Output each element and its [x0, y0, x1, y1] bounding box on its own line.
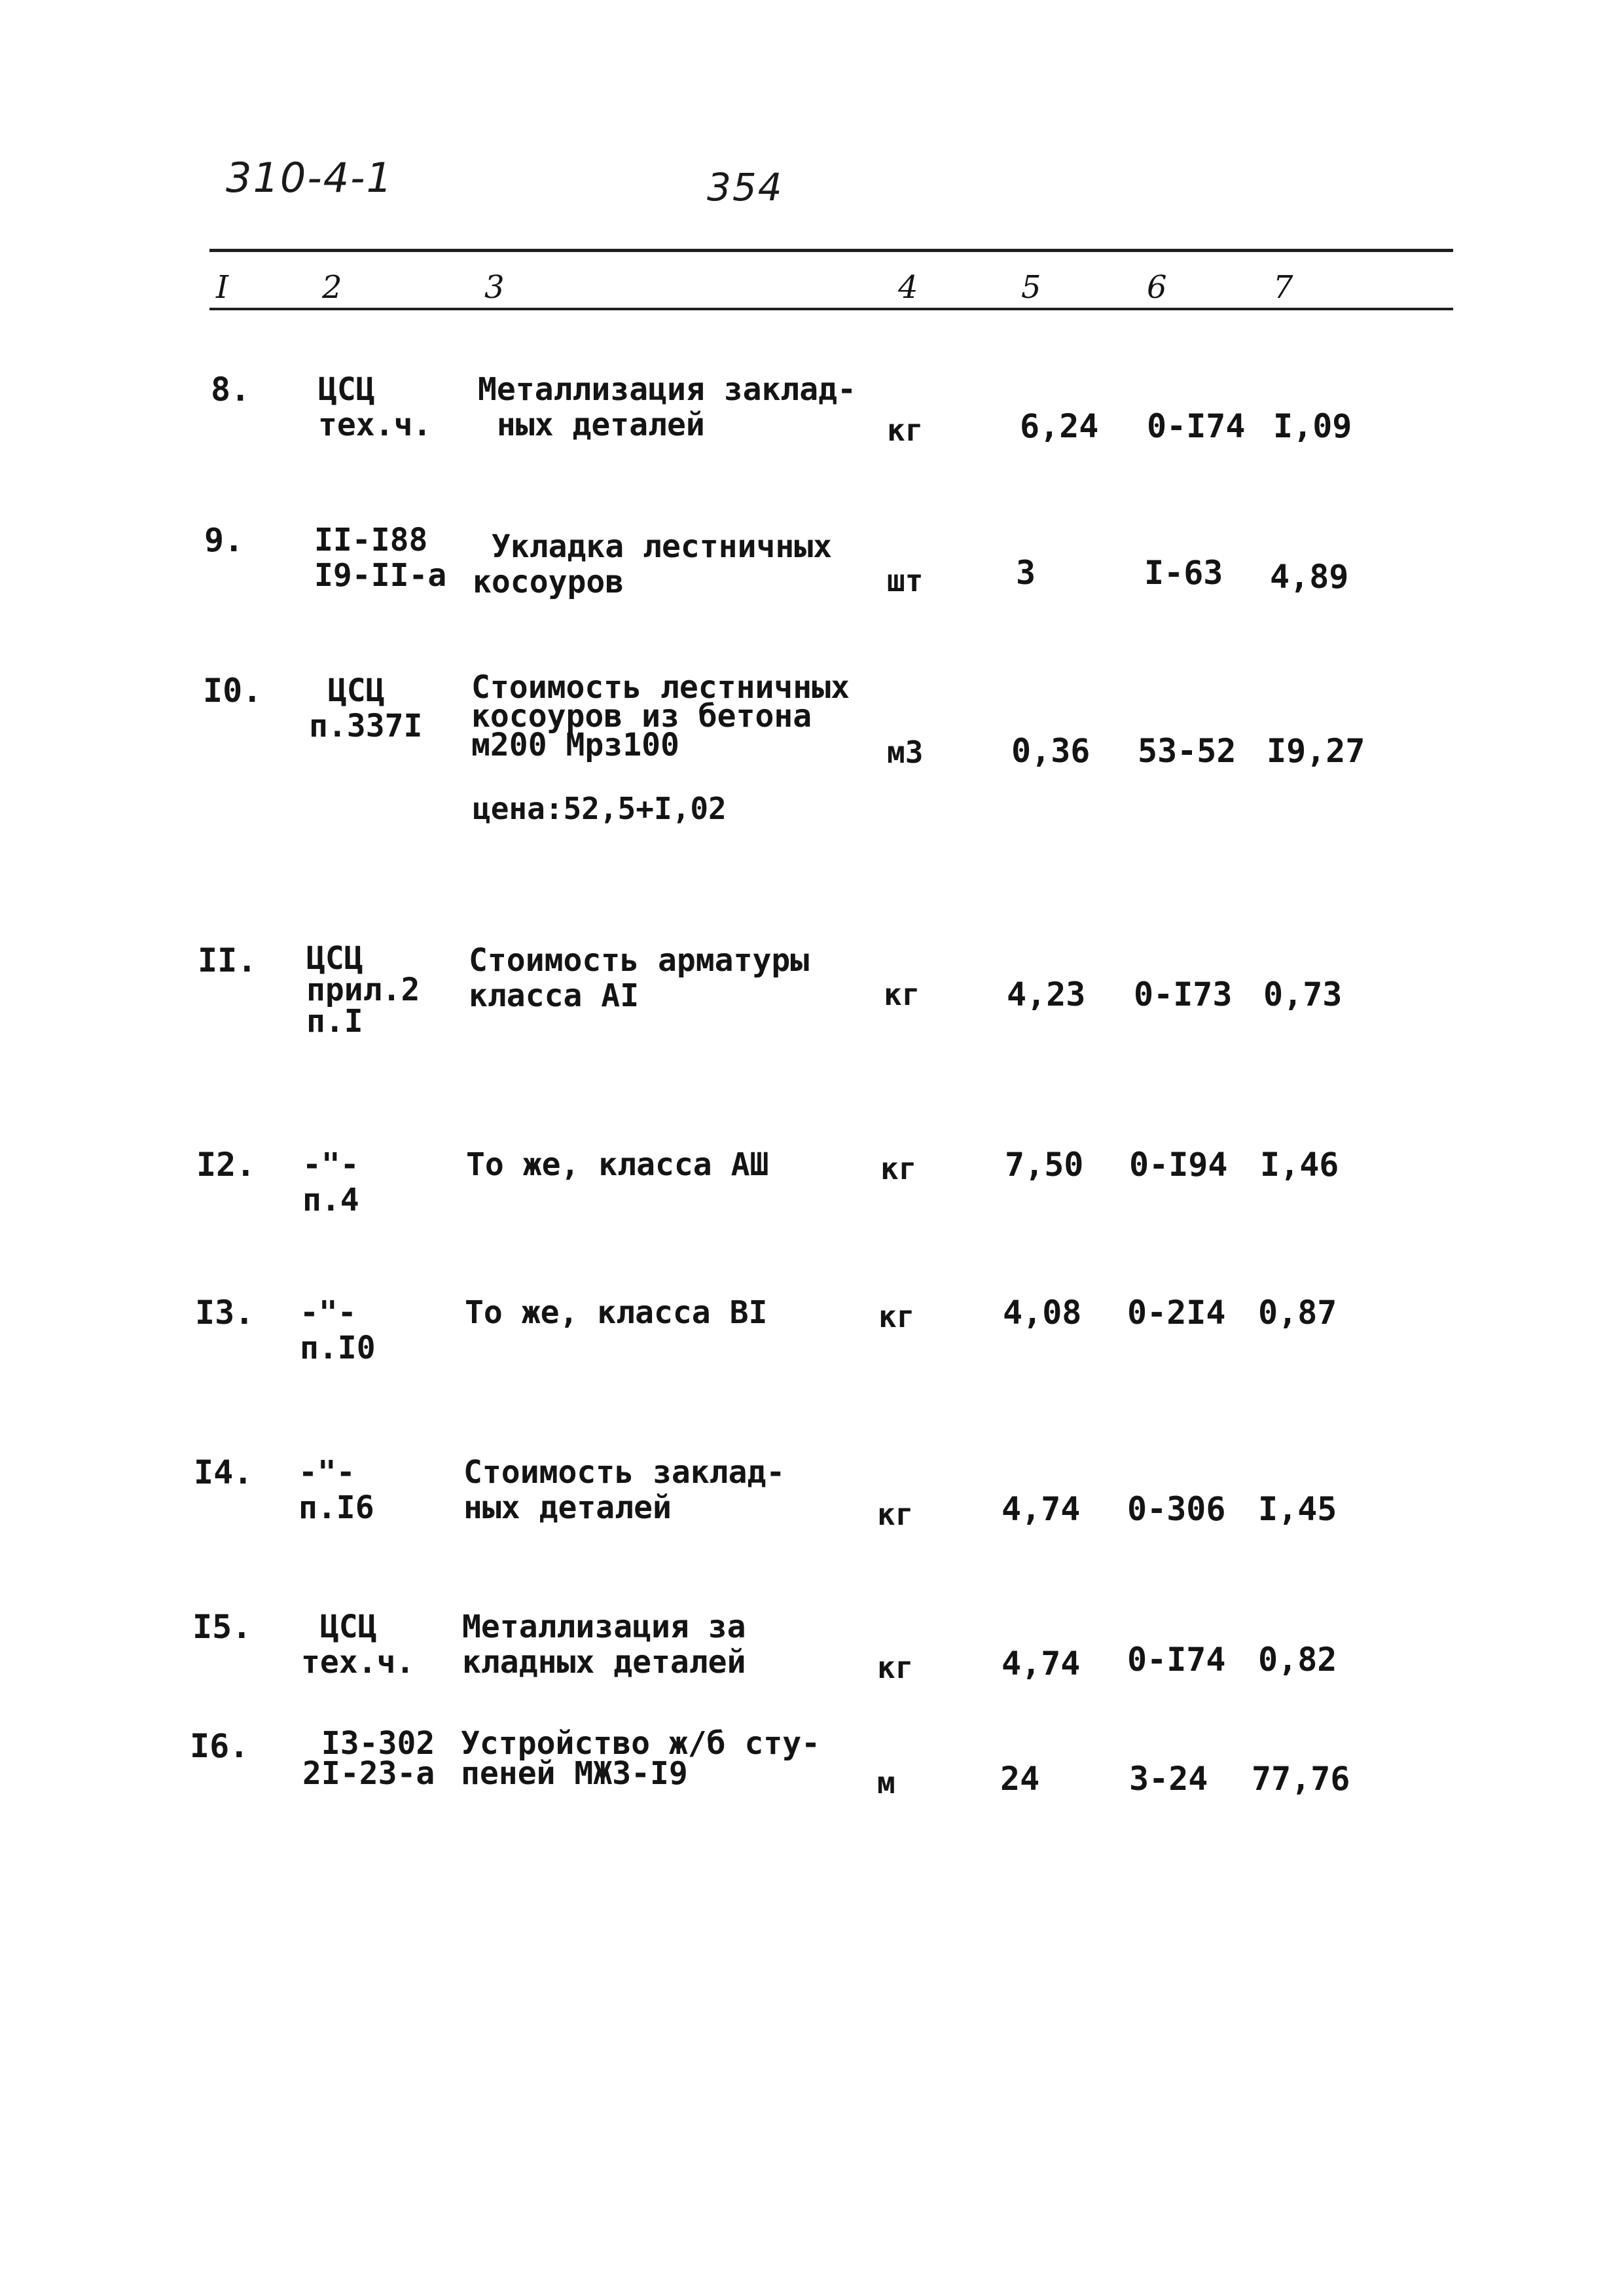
column-header-6: 6 — [1147, 269, 1167, 306]
row-unit: м3 — [887, 735, 924, 770]
row-total: 0,82 — [1258, 1641, 1337, 1679]
row-description: Стоимость заклад- ных деталей — [463, 1454, 785, 1526]
row-number: I0. — [203, 672, 262, 710]
row-description: Металлизация за кладных деталей — [462, 1609, 746, 1681]
row-description: Металлизация заклад- ных деталей — [478, 371, 856, 443]
row-reference: ЦСЦ тех.ч. — [301, 1609, 415, 1681]
row-quantity: 6,24 — [1020, 407, 1099, 445]
row-unit: кг — [887, 412, 924, 448]
row-quantity: 24 — [1000, 1760, 1040, 1798]
column-header-7: 7 — [1273, 269, 1293, 306]
row-description: Укладка лестничных косоуров — [473, 528, 833, 600]
header-rule-bottom — [209, 308, 1453, 310]
row-description: Стоимость лестничных косоуров из бетона м200 Мрз100 — [471, 669, 850, 763]
row-unit-price: 53-52 — [1138, 732, 1236, 770]
row-total: I,45 — [1258, 1490, 1337, 1528]
row-unit: м — [877, 1765, 895, 1800]
row-unit: кг — [884, 977, 920, 1012]
row-total: 0,73 — [1263, 975, 1343, 1013]
row-number: 9. — [204, 521, 244, 559]
row-quantity: 4,08 — [1003, 1294, 1082, 1332]
row-description: Стоимость арматуры класса AI — [469, 942, 810, 1014]
row-reference: ЦСЦ тех.ч. — [318, 371, 432, 443]
row-total: 77,76 — [1252, 1760, 1350, 1798]
row-unit-price: I-63 — [1144, 554, 1223, 592]
row-total: I,09 — [1273, 407, 1352, 445]
row-description: То же, класса АШ — [466, 1146, 769, 1183]
row-description: То же, класса BI — [465, 1294, 768, 1331]
row-reference: II-I88 I9-II-а — [314, 522, 447, 594]
row-number: I6. — [190, 1727, 249, 1765]
row-reference: ЦСЦ п.337I — [309, 672, 423, 744]
row-quantity: 4,74 — [1001, 1645, 1081, 1683]
row-quantity: 7,50 — [1005, 1146, 1084, 1184]
row-unit-price: 3-24 — [1129, 1760, 1208, 1798]
row-quantity: 4,23 — [1007, 975, 1086, 1013]
row-unit: кг — [878, 1299, 915, 1334]
row-unit-price: 0-2I4 — [1127, 1294, 1226, 1332]
row-number: 8. — [211, 371, 251, 409]
row-number: I4. — [194, 1453, 253, 1491]
column-header-2: 2 — [322, 269, 342, 306]
row-unit: кг — [880, 1151, 917, 1186]
row-unit-price: 0-306 — [1127, 1490, 1226, 1528]
row-unit-price: 0-I74 — [1127, 1641, 1226, 1679]
row-unit: кг — [877, 1650, 914, 1685]
doc-code: 310-4-1 — [226, 154, 393, 202]
row-number: I5. — [192, 1608, 252, 1646]
column-header-3: 3 — [484, 269, 505, 306]
row-description: Устройство ж/б сту- пеней МЖЗ-I9 — [461, 1725, 821, 1792]
row-reference: -"- п.I0 — [300, 1294, 376, 1366]
page-number: 354 — [707, 165, 784, 210]
row-unit: шт — [887, 563, 924, 598]
row-quantity: 4,74 — [1001, 1490, 1081, 1528]
column-header-1: I — [216, 269, 228, 306]
row-number: II. — [198, 941, 257, 979]
row-unit-price: 0-I73 — [1134, 975, 1233, 1013]
row-unit-price: 0-I74 — [1147, 407, 1246, 445]
row-unit-price: 0-I94 — [1129, 1146, 1228, 1184]
header-rule-top — [209, 249, 1453, 252]
row-total: 0,87 — [1258, 1294, 1337, 1332]
column-header-4: 4 — [898, 269, 918, 306]
row-quantity: 0,36 — [1011, 732, 1091, 770]
row-reference: -"- п.I6 — [298, 1454, 374, 1526]
column-header-5: 5 — [1021, 269, 1041, 306]
row-reference: I3-302 2I-23-а — [302, 1725, 435, 1792]
row-number: I3. — [195, 1294, 255, 1332]
row-total: 4,89 — [1270, 558, 1349, 596]
row-quantity: 3 — [1016, 554, 1036, 592]
row-total: I,46 — [1260, 1146, 1339, 1184]
row-reference: -"- п.4 — [302, 1146, 359, 1218]
row-reference: ЦСЦ прил.2 п.I — [306, 940, 420, 1040]
row-unit: кг — [877, 1497, 914, 1532]
row-number: I2. — [196, 1146, 256, 1184]
row-total: I9,27 — [1267, 732, 1365, 770]
row-price-note: цена:52,5+I,02 — [473, 791, 727, 826]
